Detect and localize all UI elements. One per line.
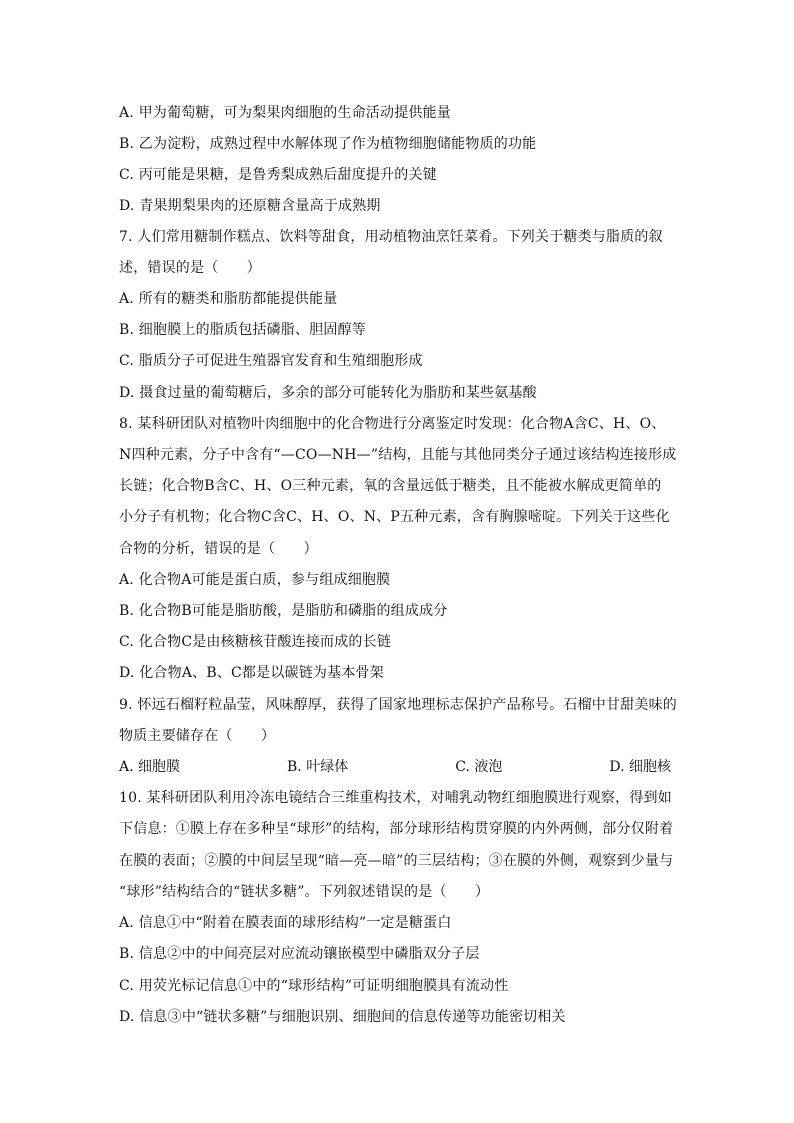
q8-stem-line-4: 小分子有机物；化合物C含C、H、O、N、P五种元素，含有胸腺嘧啶。下列关于这些化 (119, 509, 670, 525)
q7-option-d: D. 摄食过量的葡萄糖后，多余的部分可能转化为脂肪和某些氨基酸 (119, 385, 537, 401)
q7-option-b: B. 细胞膜上的脂质包括磷脂、胆固醇等 (119, 322, 366, 338)
q8-stem-line-1: 8. 某科研团队对植物叶肉细胞中的化合物进行分离鉴定时发现：化合物A含C、H、O、 (119, 416, 666, 432)
q8-option-c: C. 化合物C是由核糖核苷酸连接而成的长链 (119, 634, 392, 650)
q9-option-d: D. 细胞核 (609, 759, 671, 775)
q10-stem-line-4: “球形”结构结合的“链状多糖”。下列叙述错误的是（ ） (119, 884, 490, 900)
q9-options-row (119, 758, 671, 776)
q6-option-a: A. 甲为葡萄糖，可为梨果肉细胞的生命活动提供能量 (119, 105, 452, 121)
q9-stem-line-1: 9. 怀远石榴籽粒晶莹，风味醇厚，获得了国家地理标志保护产品称号。石榴中甘甜美味的 (119, 697, 678, 713)
q7-option-a: A. 所有的糖类和脂肪都能提供能量 (119, 291, 338, 307)
q8-option-d: D. 化合物A、B、C都是以碳链为基本骨架 (119, 665, 384, 681)
q6-option-c: C. 丙可能是果糖，是鲁秀梨成熟后甜度提升的关键 (119, 167, 437, 183)
q9-option-b: B. 叶绿体 (287, 759, 349, 775)
q9-option-a: A. 细胞膜 (119, 759, 181, 775)
q10-option-b: B. 信息②中的中间亮层对应流动镶嵌模型中磷脂双分子层 (119, 946, 480, 962)
q7-option-c: C. 脂质分子可促进生殖器官发育和生殖细胞形成 (119, 353, 423, 369)
q8-option-b: B. 化合物B可能是脂肪酸，是脂肪和磷脂的组成成分 (119, 603, 448, 619)
q8-stem-line-3: 长链；化合物B含C、H、O三种元素，氧的含量远低于糖类，且不能被水解成更简单的 (119, 478, 662, 494)
q7-stem-line-2: 述，错误的是（ ） (119, 260, 261, 276)
q10-stem-line-3: 在膜的表面；②膜的中间层呈现“暗—亮—暗”的三层结构；③在膜的外侧，观察到少量与 (119, 853, 674, 869)
q10-option-d: D. 信息③中“链状多糖”与细胞识别、细胞间的信息传递等功能密切相关 (119, 1009, 566, 1025)
q7-stem-line-1: 7. 人们常用糖制作糕点、饮料等甜食，用动植物油烹饪菜肴。下列关于糖类与脂质的叙 (119, 229, 663, 245)
q6-option-d: D. 青果期梨果肉的还原糖含量高于成熟期 (119, 198, 381, 214)
q10-stem-line-1: 10. 某科研团队利用冷冻电镜结合三维重构技术，对哺乳动物红细胞膜进行观察，得到如 (119, 790, 672, 806)
q8-stem-line-5: 合物的分析，错误的是（ ） (119, 541, 318, 557)
q9-stem-line-2: 物质主要储存在（ ） (119, 728, 276, 744)
q8-stem-line-2: N四种元素，分子中含有“—CO—NH—”结构，且能与其他同类分子通过该结构连接形成 (119, 447, 677, 463)
q8-option-a: A. 化合物A可能是蛋白质，参与组成细胞膜 (119, 572, 391, 588)
q6-option-b: B. 乙为淀粉，成熟过程中水解体现了作为植物细胞储能物质的功能 (119, 136, 537, 152)
q10-option-c: C. 用荧光标记信息①中的“球形结构”可证明细胞膜具有流动性 (119, 978, 509, 994)
q10-option-a: A. 信息①中“附着在膜表面的球形结构”一定是糖蛋白 (119, 915, 452, 931)
q10-stem-line-2: 下信息：①膜上存在多种呈“球形”的结构，部分球形结构贯穿膜的内外两侧，部分仅附着 (119, 821, 674, 837)
q9-option-c: C. 液泡 (455, 759, 503, 775)
